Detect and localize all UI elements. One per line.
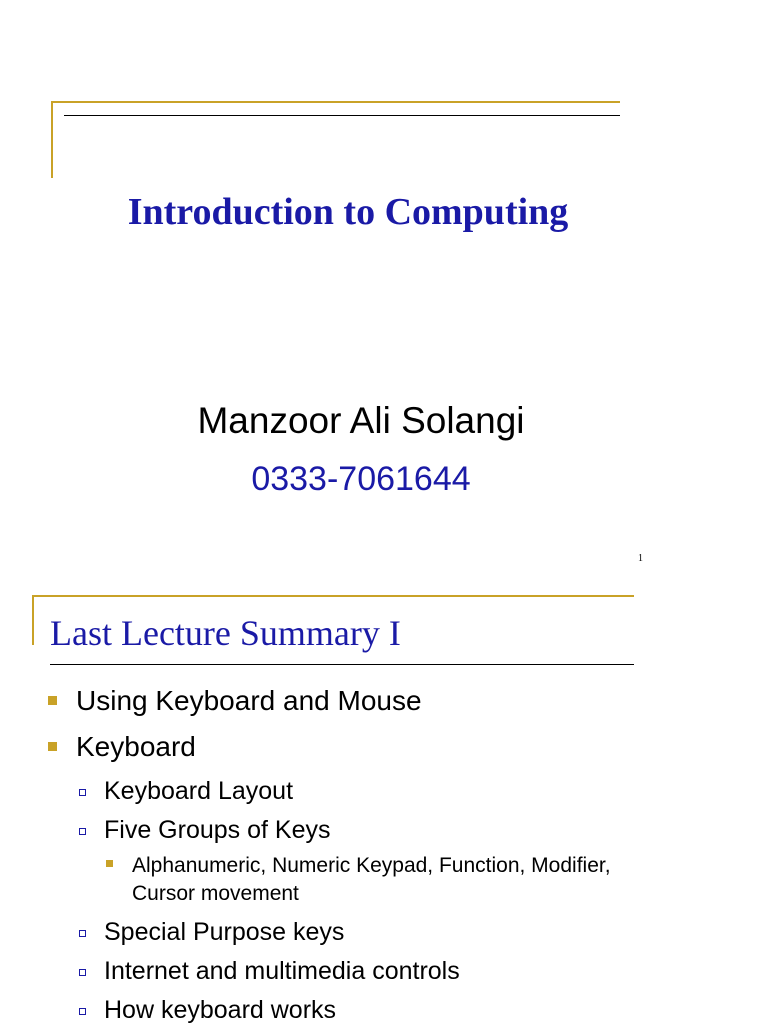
bullet-text: Using Keyboard and Mouse — [76, 685, 422, 716]
sub-bullet-text: Keyboard Layout — [104, 777, 294, 805]
slide2-black-rule — [50, 664, 634, 665]
hollow-square-bullet-icon — [79, 789, 86, 796]
hollow-square-bullet-icon — [79, 969, 86, 976]
slide1-gold-rule — [51, 101, 620, 103]
slide1-author: Manzoor Ali Solangi — [197, 400, 525, 441]
slide1-black-rule — [64, 115, 620, 116]
square-bullet-icon — [48, 742, 57, 751]
slide2-title: Last Lecture Summary I — [50, 613, 401, 653]
slide1-phone: 0333-7061644 — [251, 460, 471, 498]
square-bullet-icon — [48, 696, 57, 705]
sub-bullet-text: Internet and multimedia controls — [104, 957, 460, 985]
hollow-square-bullet-icon — [79, 1008, 86, 1015]
slide1-gold-vertical-rule — [51, 101, 53, 178]
slide2-gold-rule — [32, 595, 634, 597]
square-bullet-icon — [106, 860, 113, 867]
sub-sub-bullet-text: Alphanumeric, Numeric Keypad, Function, Modifier, Cursor movement — [132, 854, 611, 905]
slide1-title: Introduction to Computing — [127, 191, 569, 233]
hollow-square-bullet-icon — [79, 828, 86, 835]
sub-bullet-text: Special Purpose keys — [104, 918, 345, 946]
bullet-text: Keyboard — [76, 731, 196, 762]
sub-bullet-text: How keyboard works — [104, 996, 337, 1024]
slide2-gold-vertical-rule — [32, 595, 34, 645]
hollow-square-bullet-icon — [79, 930, 86, 937]
sub-bullet-text: Five Groups of Keys — [104, 816, 331, 844]
slide1-page-number: 1 — [638, 553, 643, 564]
